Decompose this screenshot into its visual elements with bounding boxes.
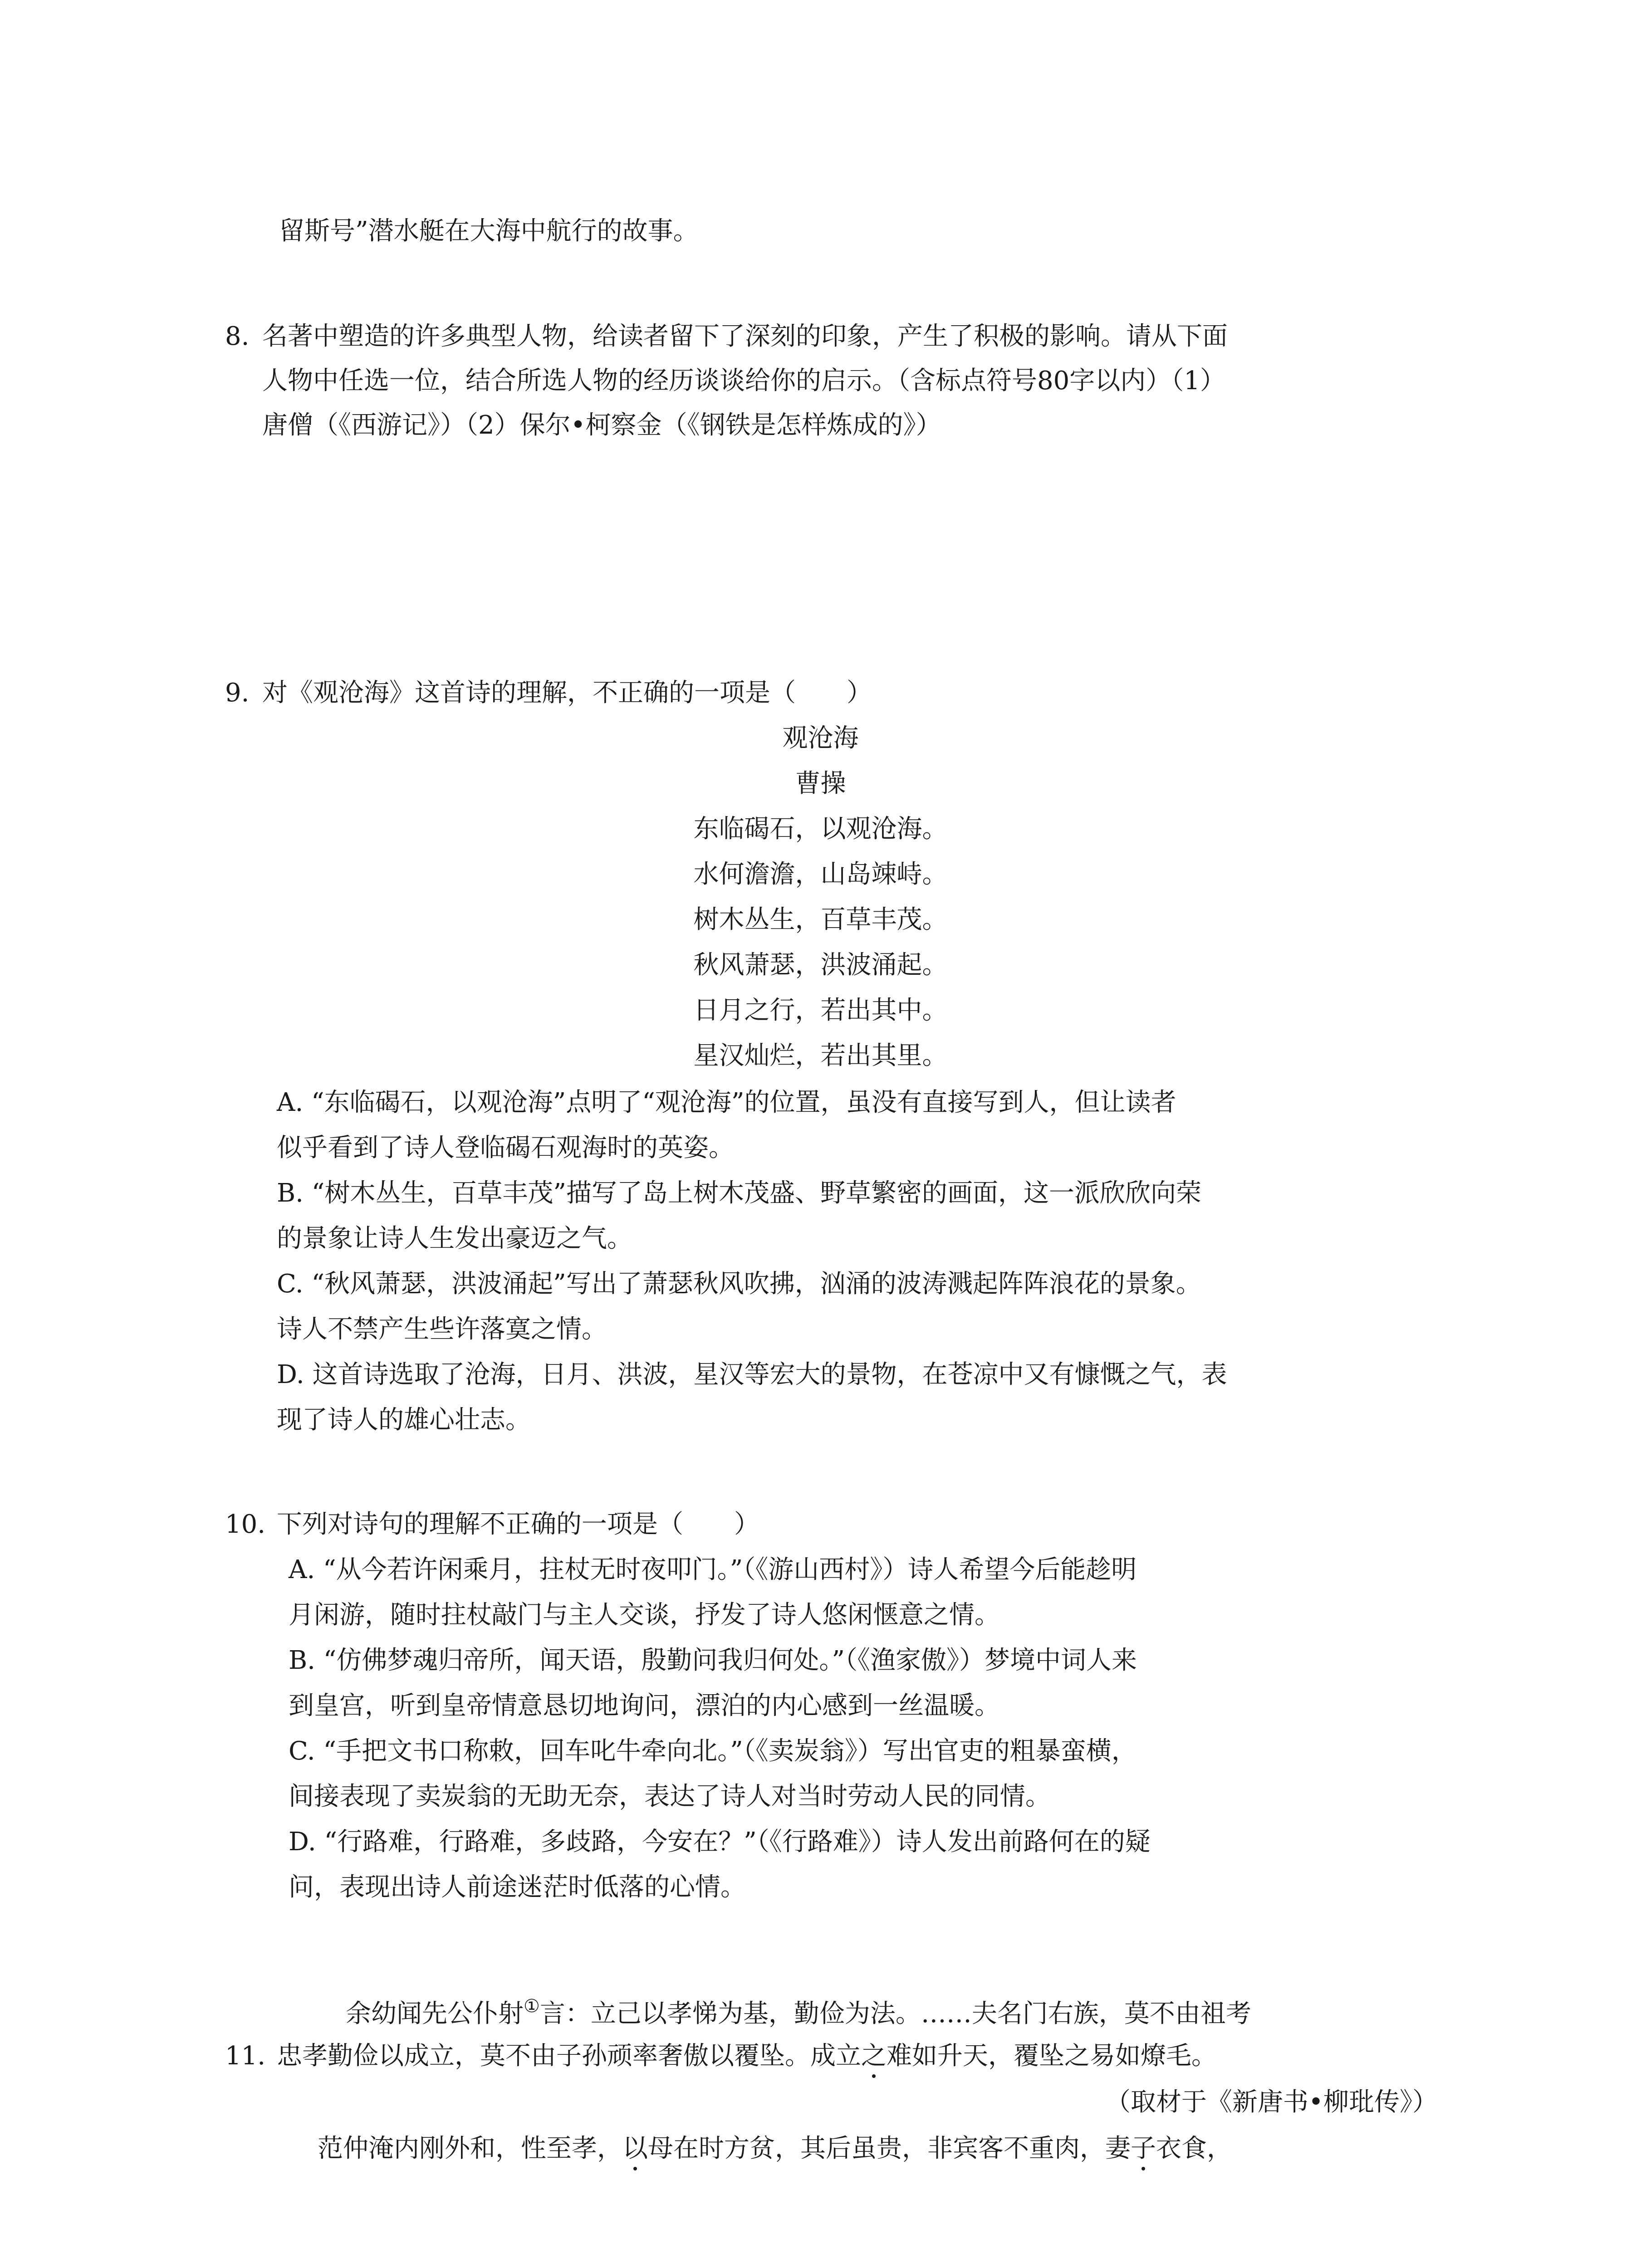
- q9-option-b-cont: 的景象让诗人生发出豪迈之气。: [277, 1224, 632, 1253]
- q10-option-a: A. “从今若许闲乘月，拄杖无时夜叩门。”（《游山西村》）诗人希望今后能趁明: [289, 1555, 1137, 1584]
- q11-passage-1-line-2: [277, 2043, 1217, 2069]
- q9-option-c-cont: 诗人不禁产生些许落寞之情。: [277, 1315, 607, 1344]
- q11-source: （取材于《新唐书•柳玭传》）: [1105, 2087, 1438, 2117]
- q9-option-a-cont: 似乎看到了诗人登临碣石观海时的英姿。: [277, 1133, 734, 1163]
- emphasis-char: 子: [1131, 2134, 1156, 2163]
- q10-option-b: B. “仿佛梦魂归帝所，闻天语，殷勤问我归何处。”（《渔家傲》）梦境中词人来: [289, 1646, 1137, 1675]
- poem-line: 东临碣石，以观沧海。: [693, 814, 948, 844]
- q9-option-d: D. 这首诗选取了沧海，日月、洪波，星汉等宏大的景物，在苍凉中又有慷慨之气，表: [277, 1360, 1227, 1389]
- q10-option-a-cont: 月闲游，随时拄杖敲门与主人交谈，抒发了诗人悠闲惬意之情。: [289, 1600, 1000, 1630]
- q9-option-b: B. “树木丛生，百草丰茂”描写了岛上树木茂盛、野草繁密的画面，这一派欣欣向荣: [277, 1178, 1202, 1208]
- poem-line: 日月之行，若出其中。: [693, 996, 948, 1025]
- q11-passage-1-line-1: [346, 1997, 1251, 2027]
- q9-stem: 对《观沧海》这首诗的理解，不正确的一项是（ ）: [262, 678, 872, 708]
- q10-option-d: D. “行路难，行路难，多歧路，今安在？”（《行路难》）诗人发出前路何在的疑: [289, 1827, 1151, 1857]
- q10-option-c-cont: 间接表现了卖炭翁的无助无奈，表达了诗人对当时劳动人民的同情。: [289, 1782, 1051, 1811]
- q8-line-2: 人物中任选一位，结合所选人物的经历谈谈给你的启示。（含标点符号80字以内）（1）: [262, 366, 1225, 396]
- q11-p2-text-mid: 母在时方贫，其后虽贵，非宾客不重肉，妻: [648, 2134, 1131, 2163]
- q11-p2-text-end: 衣食，: [1156, 2134, 1232, 2163]
- poem-line: 星汉灿烂，若出其里。: [693, 1041, 948, 1070]
- q11-p2-text: 范仲淹内刚外和，性至孝，: [318, 2134, 622, 2163]
- q11-number: 11.: [225, 2041, 266, 2071]
- q9-number: 9.: [225, 678, 250, 708]
- q11-passage-1-rest: 言：立己以孝悌为基，勤俭为法。……夫名门右族，莫不由祖考: [539, 1999, 1251, 2028]
- q9-option-c: C. “秋风萧瑟，洪波涌起”写出了萧瑟秋风吹拂，汹涌的波涛溅起阵阵浪花的景象。: [277, 1269, 1201, 1299]
- q10-option-b-cont: 到皇宫，听到皇帝情意恳切地询问，漂泊的内心感到一丝温暖。: [289, 1691, 1000, 1721]
- poem-author: 曹操: [795, 769, 846, 798]
- poem-title: 观沧海: [782, 723, 859, 753]
- previous-answer-tail: 留斯号”潜水艇在大海中航行的故事。: [279, 216, 699, 246]
- emphasis-char: 之: [861, 2041, 887, 2071]
- q9-option-d-cont: 现了诗人的雄心壮志。: [277, 1405, 531, 1435]
- q11-passage-1-start: 余幼闻先公仆射: [346, 1999, 524, 2028]
- q11-passage-2-line-1: [318, 2136, 1232, 2161]
- q10-stem: 下列对诗句的理解不正确的一项是（ ）: [277, 1510, 759, 1539]
- poem-line: 树木丛生，百草丰茂。: [693, 905, 948, 934]
- q9-option-a: A. “东临碣石，以观沧海”点明了“观沧海”的位置，虽没有直接写到人，但让读者: [277, 1088, 1176, 1117]
- emphasis-char: 以: [622, 2134, 648, 2163]
- q11-line-2-text-end: 难如升天，覆坠之易如燎毛。: [887, 2041, 1217, 2071]
- q10-option-d-cont: 问，表现出诗人前途迷茫时低落的心情。: [289, 1872, 746, 1902]
- footnote-marker: ①: [524, 1996, 540, 2017]
- q10-option-c: C. “手把文书口称敕，回车叱牛牵向北。”（《卖炭翁》）写出官吏的粗暴蛮横，: [289, 1736, 1137, 1766]
- q11-line-2-text: 忠孝勤俭以成立，莫不由子孙顽率奢傲以覆坠。成立: [277, 2041, 861, 2071]
- q8-line-3: 唐僧（《西游记》）（2）保尔•柯察金（《钢铁是怎样炼成的》）: [262, 411, 941, 440]
- q10-number: 10.: [225, 1510, 266, 1539]
- q8-line-1: 名著中塑造的许多典型人物，给读者留下了深刻的印象，产生了积极的影响。请从下面: [262, 322, 1228, 351]
- q8-number: 8.: [225, 322, 250, 351]
- poem-line: 水何澹澹，山岛竦峙。: [693, 860, 948, 889]
- poem-line: 秋风萧瑟，洪波涌起。: [693, 950, 948, 980]
